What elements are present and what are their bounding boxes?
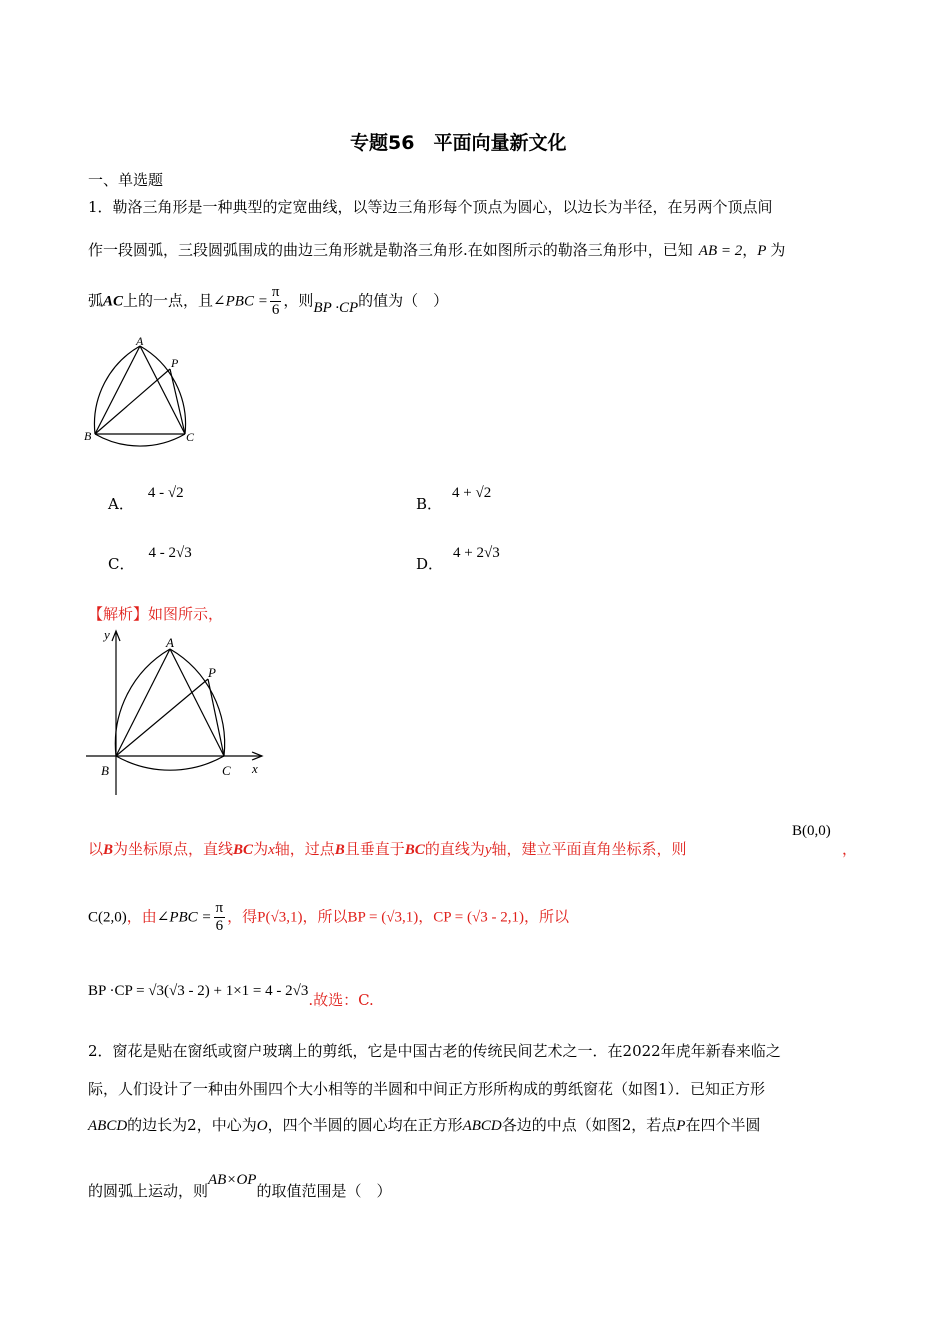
option-d-value: 4 + 2√3 xyxy=(453,545,500,561)
q2-line4: 的圆弧上运动，则AB×OP的取值范围是（ ） xyxy=(88,1172,392,1200)
reuleaux-figure xyxy=(80,335,200,450)
analysis-line1: 以B为坐标原点，直线BC为x轴，过点B且垂直于BC的直线为y轴，建立平面直角坐标系，则 xyxy=(88,840,687,858)
label-b: B xyxy=(84,429,92,443)
q1-ab-equation: AB = 2 xyxy=(698,243,743,259)
analysis-calc: BP ·CP = √3(√3 - 2) + 1×1 = 4 - 2√3 xyxy=(88,983,309,999)
q1-line1: 1．勒洛三角形是一种典型的定宽曲线，以等边三角形每个顶点为圆心，以边长为半径，在另两个顶点间 xyxy=(88,198,773,216)
analysis-heading: 【解析】如图所示， xyxy=(88,605,224,623)
point-p-coord: P(√3,1) xyxy=(257,909,303,926)
option-b[interactable]: B．4 + √2 xyxy=(416,485,492,513)
label-c: C xyxy=(222,763,231,778)
label-y: y xyxy=(104,627,110,642)
section-heading: 一、单选题 xyxy=(88,171,164,189)
q2-line2: 际，人们设计了一种由外围四个大小相等的半圆和中间正方形所构成的剪纸窗花（如图1）．已知正方形 xyxy=(88,1080,766,1098)
point-c-coord: C(2,0) xyxy=(88,909,127,926)
label-p: P xyxy=(171,356,179,370)
label-a: A xyxy=(166,635,174,650)
label-x: x xyxy=(252,761,258,776)
analysis-line3 xyxy=(88,979,374,1009)
arc-bc xyxy=(116,756,224,770)
option-b-value: 4 + √2 xyxy=(452,485,492,501)
option-c[interactable]: C．4 - 2√3 xyxy=(108,545,192,573)
analysis-angle: ∠PBC = xyxy=(156,909,212,926)
page-title: 专题56 平面向量新文化 xyxy=(350,132,567,154)
q1-line2: 作一段圆弧，三段圆弧围成的曲边三角形就是勒洛三角形.在如图所示的勒洛三角形中，已知 AB = 2，P 为 xyxy=(88,241,786,259)
option-d[interactable]: D．4 + 2√3 xyxy=(416,545,500,573)
vector-bp: BP = (√3,1) xyxy=(347,909,419,926)
point-b-coord: B(0,0) xyxy=(792,823,831,839)
label-b: B xyxy=(101,763,109,778)
analysis-line2: C(2,0)，由∠PBC = $\frac{\pi}{6}$ ，得P(√3,1)，所以BP = (√3,1)，CP = (√3 - 2,1)，所以 xyxy=(88,900,569,934)
label-a: A xyxy=(136,335,144,348)
q2-line1: 2．窗花是贴在窗纸或窗户玻璃上的剪纸，它是中国古老的传统民间艺术之一．在2022年虎年新春来临之 xyxy=(88,1042,781,1060)
coordinate-figure xyxy=(84,625,274,800)
vector-cp: CP = (√3 - 2,1) xyxy=(433,909,524,926)
q2-vector-product: AB×OP xyxy=(208,1172,257,1188)
option-a-value: 4 - √2 xyxy=(147,485,184,501)
label-p: P xyxy=(208,665,216,680)
q1-dot-product: BP ·CP xyxy=(313,299,359,316)
q1-fraction: $\frac{\pi}{6}$ xyxy=(271,284,280,318)
analysis-conclusion: .故选：C. xyxy=(308,991,374,1009)
q1-line3: 弧AC上的一点，且∠PBC = $\frac{\pi}{6}$ ，则BP ·CP的值为（ ） xyxy=(88,284,449,318)
option-a[interactable]: A．4 - √2 xyxy=(108,485,184,513)
option-c-value: 4 - 2√3 xyxy=(148,545,192,561)
q1-angle: ∠PBC = xyxy=(213,293,268,310)
arc-bc xyxy=(95,434,185,446)
q2-line3: ABCD的边长为2，中心为O，四个半圆的圆心均在正方形ABCD各边的中点（如图2，若点P在四个半圆 xyxy=(88,1116,761,1134)
label-c: C xyxy=(186,430,195,444)
analysis-fraction: $\frac{\pi}{6}$ xyxy=(215,900,224,934)
